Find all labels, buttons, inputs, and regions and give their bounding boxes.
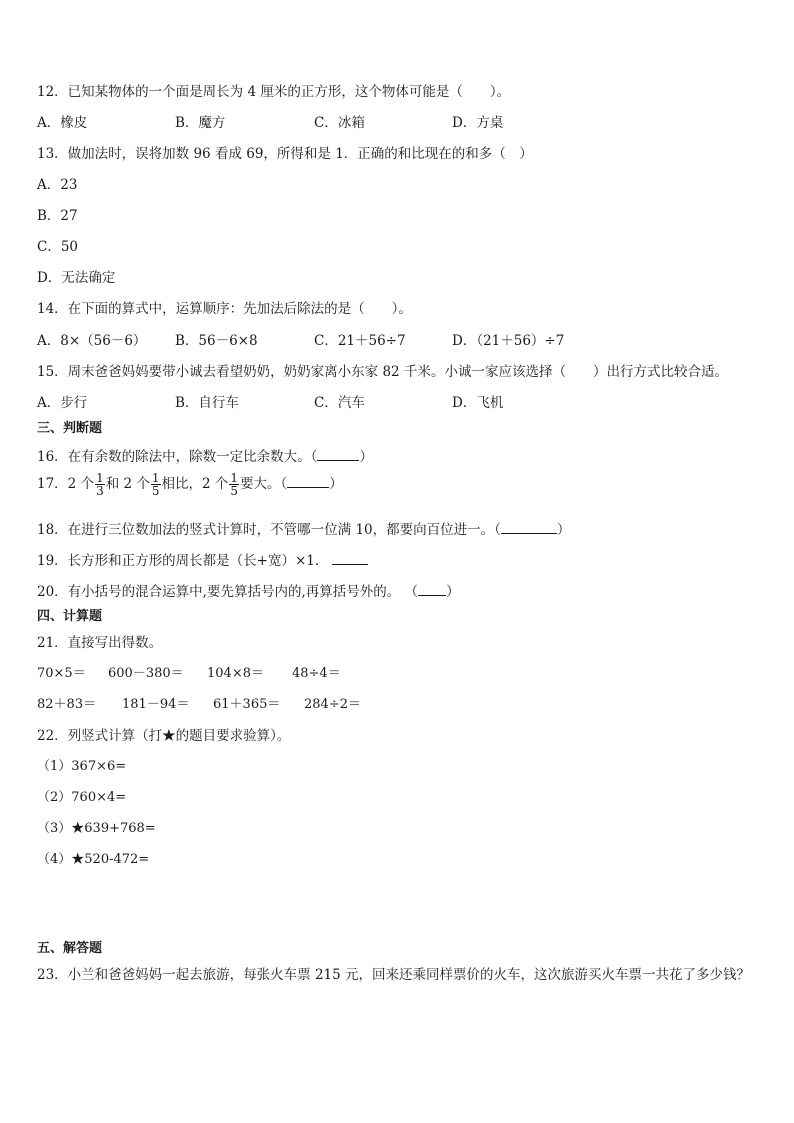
q18-line [37, 519, 570, 539]
q17-mid1: 和 2 个 [105, 476, 150, 492]
q20-answer-blank[interactable] [418, 581, 446, 596]
q17-suffix: 要大。（ [240, 476, 288, 492]
q17-fraction-1-denominator: 3 [96, 484, 104, 498]
q17-answer-blank[interactable] [287, 473, 329, 488]
q18-tail: ） [556, 522, 571, 538]
q18-text: 18．在进行三位数加法的竖式计算时，不管哪一位满 10，都要向百位进一。（ [37, 522, 501, 538]
q13-option-c: C．50 [37, 239, 79, 255]
q22-stem: 22．列竖式计算（打★的题目要求验算）。 [37, 728, 291, 744]
q15-stem: 15．周末爸爸妈妈要带小诚去看望奶奶，奶奶家离小东家 82 千米。小诚一家应该选择（ ）出行方式比较合适。 [37, 364, 728, 380]
q22-item-1: （1）367×6= [37, 759, 127, 774]
q23-text: 23．小兰和爸爸妈妈一起去旅游，每张火车票 215 元，回来还乘同样票价的火车，这次旅游买火车票一共花了多少钱？ [37, 967, 751, 983]
q13-option-a: A．23 [37, 177, 78, 193]
q16-text: 16．在有余数的除法中，除数一定比余数大。（ [37, 449, 318, 465]
q17-fraction-2 [151, 472, 161, 497]
q16-tail: ） [359, 449, 373, 465]
q15-option-d: D．飞机 [452, 395, 504, 411]
q21-stem: 21．直接写出得数。 [37, 635, 163, 651]
q17-tail: ） [329, 476, 343, 492]
q17-fraction-3 [229, 472, 239, 497]
q21-expr-5: 82＋83＝ [37, 697, 97, 712]
q22-item-4: （4）★520-472= [37, 852, 150, 867]
q17-fraction-1 [95, 472, 105, 497]
q21-expr-1: 70×5＝ [37, 666, 86, 681]
q17-fraction-2-denominator: 5 [151, 484, 160, 498]
q21-expr-4: 48÷4＝ [292, 666, 341, 681]
q12-stem: 12．已知某物体的一个面是周长为 4 厘米的正方形，这个物体可能是（ ）。 [37, 84, 511, 100]
q12-option-d: D．方桌 [452, 115, 504, 131]
q13-option-d: D．无法确定 [37, 270, 116, 286]
q19-answer-blank[interactable] [332, 550, 368, 565]
q12-option-a: A．橡皮 [37, 115, 88, 131]
q17-line [37, 470, 343, 498]
q21-expr-6: 181－94＝ [122, 697, 190, 712]
q21-expr-2: 600－380＝ [108, 666, 184, 681]
q14-option-b: B．56－6×8 [175, 333, 258, 349]
q17-mid2: 相比，2 个 [161, 476, 229, 492]
q21-expr-8: 284÷2＝ [304, 697, 361, 712]
q12-option-c: C．冰箱 [314, 115, 365, 131]
section-calculation-heading: 四、计算题 [37, 609, 103, 624]
q20-text: 20．有小括号的混合运算中,要先算括号内的,再算括号外的。 （ [37, 584, 419, 600]
q21-expr-3: 104×8＝ [207, 666, 264, 681]
q16-answer-blank[interactable] [317, 446, 359, 461]
q14-option-c: C．21＋56÷7 [314, 333, 406, 349]
q16-line [37, 446, 373, 466]
q15-option-a: A．步行 [37, 395, 88, 411]
section-judgement-heading: 三、判断题 [37, 421, 103, 436]
q17-fraction-1-numerator: 1 [96, 471, 104, 485]
q14-stem: 14．在下面的算式中，运算顺序：先加法后除法的是（ ）。 [37, 301, 412, 317]
q20-line [37, 581, 460, 601]
q21-expr-7: 61＋365＝ [213, 697, 281, 712]
q13-option-b: B．27 [37, 208, 78, 224]
q22-item-2: （2）760×4= [37, 790, 127, 805]
q18-answer-blank[interactable] [501, 519, 557, 534]
q20-tail: ） [446, 584, 460, 600]
q12-option-b: B．魔方 [175, 115, 226, 131]
q19-line [37, 550, 368, 570]
q15-option-c: C．汽车 [314, 395, 365, 411]
q17-fraction-3-numerator: 1 [230, 471, 239, 485]
q17-fraction-3-denominator: 5 [230, 484, 239, 498]
q17-prefix: 17．2 个 [37, 476, 95, 492]
q17-fraction-2-numerator: 1 [151, 471, 160, 485]
q13-stem: 13．做加法时，误将加数 96 看成 69，所得和是 1．正确的和比现在的和多（ ） [37, 146, 533, 162]
q14-option-d: D．（21＋56）÷7 [452, 333, 565, 349]
q15-option-b: B．自行车 [175, 395, 239, 411]
q22-item-3: （3）★639+768= [37, 821, 156, 836]
q14-option-a: A．8×（56－6） [37, 333, 147, 349]
section-word-problems-heading: 五、解答题 [37, 941, 103, 956]
q19-text: 19．长方形和正方形的周长都是（长+宽）×1． [37, 553, 329, 569]
